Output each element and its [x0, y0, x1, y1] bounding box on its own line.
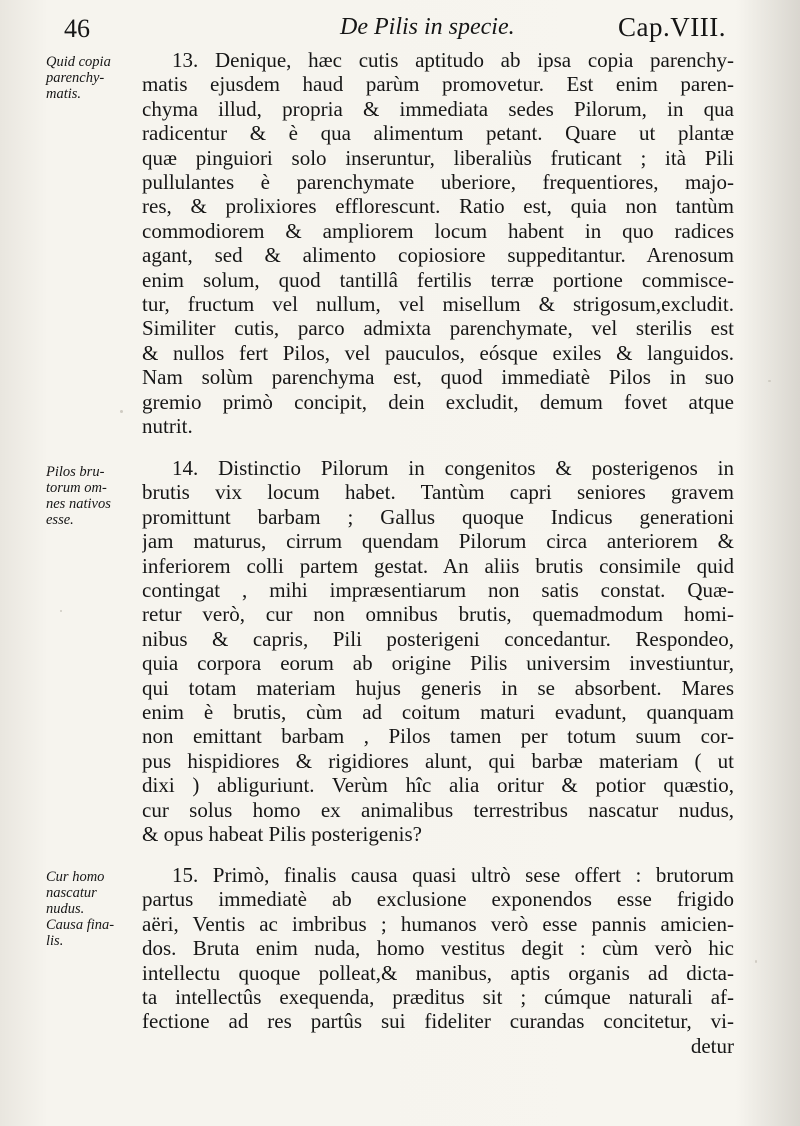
text-line: nutrit.: [142, 414, 193, 439]
text-line: inferiorem colli partem gestat. An aliis brutis consimile quid: [142, 553, 734, 578]
text-line: 14. Distinctio Pilorum in congenitos & posterigenos in: [172, 456, 734, 480]
paragraph-13: [142, 48, 734, 439]
text-line: nibus & capris, Pili posterigeni concedantur. Respondeo,: [142, 626, 734, 651]
text-line: promittunt barbam ; Gallus quoque Indicus generationi: [142, 504, 734, 529]
paper-speck: [768, 380, 771, 382]
chapter-label: Cap.VIII.: [618, 12, 726, 42]
text-line: 15. Primò, finalis causa quasi ultrò sese offert : brutorum: [172, 863, 734, 887]
paper-speck: [60, 610, 62, 612]
sidenote-line: parenchy-: [46, 70, 105, 86]
sidenote-line: lis.: [46, 933, 64, 949]
text-line: tur, fructum vel nullum, vel misellum & strigosum,excludit.: [142, 292, 734, 317]
sidenote-line: Pilos bru-: [46, 464, 105, 480]
text-line: qui totam materiam hujus generis in se absorbent. Mares: [142, 675, 734, 700]
sidenote-quid-copia: [46, 54, 142, 102]
sidenote-line: nascatur: [46, 885, 97, 901]
text-line: agant, sed & alimento copiosiore suppeditantur. Arenosum: [142, 243, 734, 268]
text-line: enim solum, quod tantillâ fertilis terræ portione commisce-: [142, 267, 734, 292]
sidenote-line: nudus.: [46, 901, 85, 917]
text-line: dixi ) abliguriunt. Verùm hîc alia oritur & potior quæstio,: [142, 773, 734, 798]
paper-speck: [120, 410, 123, 413]
text-line: gremio primò concipit, dein excludit, demum fovet atque: [142, 389, 734, 414]
page-number: 46: [64, 14, 90, 43]
text-line: jam maturus, cirrum quendam Pilorum circa anteriorem &: [142, 529, 734, 554]
paragraph-14: [142, 456, 734, 847]
text-line: enim è brutis, cùm ad coitum maturi evadunt, quanquam: [142, 700, 734, 725]
text-line: intellectu quoque polleat,& manibus, aptis organis ad dicta-: [142, 960, 734, 985]
text-line: 13. Denique, hæc cutis aptitudo ab ipsa copia parenchy-: [172, 48, 734, 72]
text-line: ta intellectûs exequenda, præditus sit ; cúmque naturali af-: [142, 985, 734, 1010]
text-line: cur solus homo ex animalibus terrestribus nascatur nudus,: [142, 797, 734, 822]
paragraph-15: [142, 863, 734, 1058]
text-line: partus immediatè ab exclusione exponendos esse frigido: [142, 887, 734, 912]
sidenote-line: matis.: [46, 86, 82, 102]
text-line: contingat , mihi impræsentiarum non satis constat. Quæ-: [142, 578, 734, 603]
text-line: brutis vix locum habet. Tantùm capri seniores gravem: [142, 480, 734, 505]
text-line: res, & prolixiores efflorescunt. Ratio est, quia non tantùm: [142, 194, 734, 219]
sidenote-line: Cur homo: [46, 869, 105, 885]
text-line: Similiter cutis, parco admixta parenchymate, vel sterilis est: [142, 316, 734, 341]
paper-speck: [755, 960, 757, 963]
sidenote-pilos-brutorum: [46, 464, 142, 528]
sidenote-line: Quid copia: [46, 54, 111, 70]
text-line: pus hispidiores & rigidiores alunt, qui barbæ materiam ( ut: [142, 748, 734, 773]
text-line: pullulantes è parenchymate uberiore, frequentiores, majo-: [142, 170, 734, 195]
text-line: fectione ad res partûs sui fideliter curandas concitetur, vi-: [142, 1009, 734, 1034]
sidenote-line: Causa fina-: [46, 917, 115, 933]
text-line: & nullos fert Pilos, vel pauculos, eósque exiles & languidos.: [142, 340, 734, 365]
sidenote-line: esse.: [46, 512, 74, 528]
text-line: & opus habeat Pilis posterigenis?: [142, 822, 422, 847]
sidenote-line: nes nativos: [46, 496, 111, 512]
text-line: matis ejusdem haud parùm promovetur. Est enim paren-: [142, 72, 734, 97]
text-line: commodiorem & ampliorem locum habent in quo radices: [142, 218, 734, 243]
sidenote-cur-homo: [46, 869, 142, 949]
text-line: chyma illud, propria & immediata sedes Pilorum, in qua: [142, 96, 734, 121]
catchword: detur: [690, 1033, 734, 1058]
text-line: dos. Bruta enim nuda, homo vestitus degit : cùm verò hic: [142, 936, 734, 961]
sidenote-line: torum om-: [46, 480, 107, 496]
text-line: non emittant barbam , Pilos tamen per totum suum cor-: [142, 724, 734, 749]
text-line: quæ pinguiori solo inseruntur, liberaliùs fruticant ; ità Pili: [142, 145, 734, 170]
text-line: retur verò, cur non omnibus brutis, quemadmodum homi-: [142, 602, 734, 627]
text-line: radicentur & è qua alimentum petant. Quare ut plantæ: [142, 121, 734, 146]
running-title: De Pilis in specie.: [340, 14, 515, 40]
text-line: quia corpora eorum ab origine Pilis universim investiuntur,: [142, 651, 734, 676]
text-line: Nam solùm parenchyma est, quod immediatè Pilos in suo: [142, 365, 734, 390]
text-line: aëri, Ventis ac imbribus ; humanos verò esse pannis amicien-: [142, 911, 734, 936]
